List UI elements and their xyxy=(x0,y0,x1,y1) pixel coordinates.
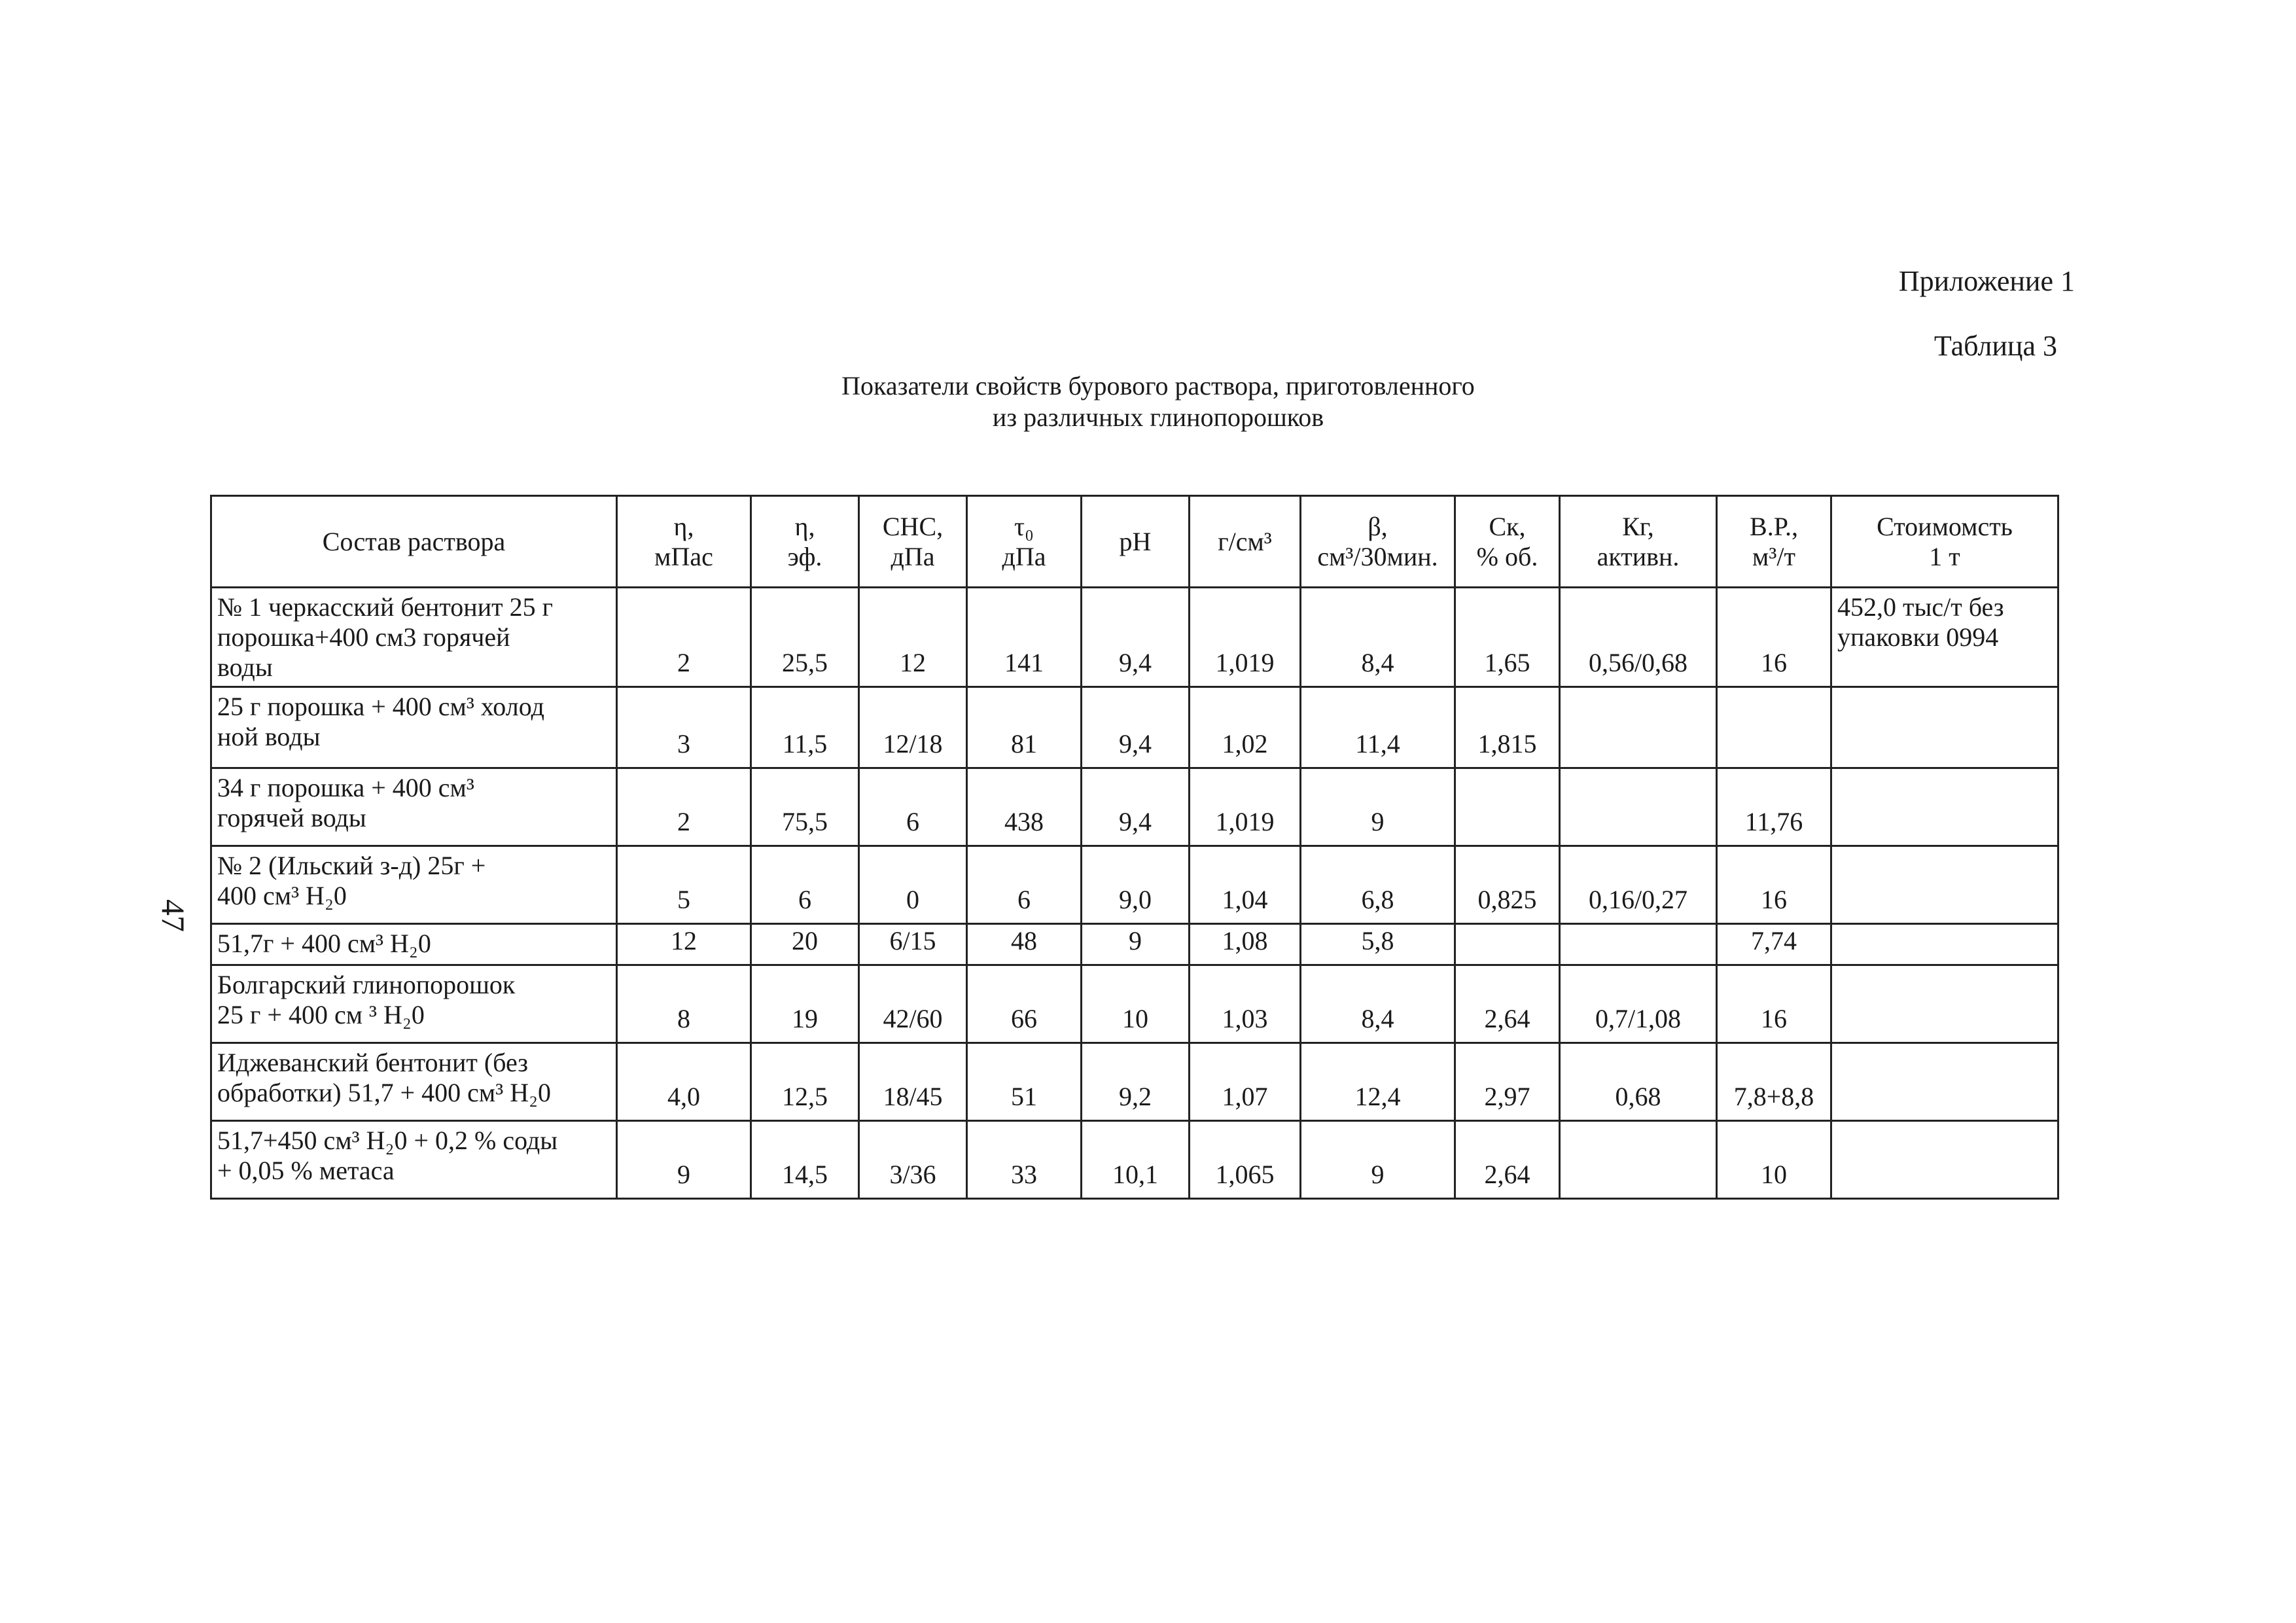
column-header xyxy=(211,496,617,588)
column-header xyxy=(1082,496,1190,588)
value-cell: 1,03 xyxy=(1190,965,1301,1043)
value-cell: 66 xyxy=(967,965,1082,1043)
value-cell: 10 xyxy=(1082,965,1190,1043)
value-cell: 12/18 xyxy=(859,687,967,768)
composition-cell xyxy=(211,1043,617,1120)
value-cell: 81 xyxy=(967,687,1082,768)
column-header-line: Ск, xyxy=(1489,511,1526,541)
table-number: Таблица 3 xyxy=(1934,330,2057,362)
column-header-line: η, xyxy=(673,511,694,541)
cost-cell xyxy=(1831,588,2058,687)
value-cell: 5 xyxy=(617,846,751,923)
value-cell: 0,16/0,27 xyxy=(1560,846,1717,923)
value-cell: 51 xyxy=(967,1043,1082,1120)
cost-cell xyxy=(1831,923,2058,965)
column-header-line: Состав раствора xyxy=(322,526,506,556)
title-line-2: из различных глинопорошков xyxy=(992,402,1324,432)
appendix-label: Приложение 1 xyxy=(1898,265,2075,297)
table-header xyxy=(211,496,2058,588)
value-cell: 2,64 xyxy=(1455,1120,1560,1198)
composition-cell xyxy=(211,687,617,768)
composition-line: 51,7+450 см³ H₂0 + 0,2 % соды xyxy=(217,1125,558,1155)
column-header-line: дПа xyxy=(891,541,935,571)
table-row xyxy=(211,1043,2058,1120)
value-cell: 6,8 xyxy=(1301,846,1455,923)
cost-line: 452,0 тыс/т без xyxy=(1837,592,2004,622)
value-cell: 9 xyxy=(1301,768,1455,846)
value-cell: 438 xyxy=(967,768,1082,846)
value-cell: 3 xyxy=(617,687,751,768)
value-cell: 8,4 xyxy=(1301,965,1455,1043)
value-cell: 9,0 xyxy=(1082,846,1190,923)
column-header xyxy=(1831,496,2058,588)
value-cell: 8,4 xyxy=(1301,588,1455,687)
header-row xyxy=(211,496,2058,588)
value-cell: 9,4 xyxy=(1082,687,1190,768)
value-cell: 7,8+8,8 xyxy=(1717,1043,1831,1120)
column-header xyxy=(751,496,859,588)
value-cell: 2 xyxy=(617,588,751,687)
value-cell: 141 xyxy=(967,588,1082,687)
value-cell: 16 xyxy=(1717,588,1831,687)
cost-line: упаковки 0994 xyxy=(1837,622,1999,652)
value-cell xyxy=(1455,768,1560,846)
column-header-line: эф. xyxy=(787,541,822,571)
value-cell: 33 xyxy=(967,1120,1082,1198)
value-cell: 9 xyxy=(1082,923,1190,965)
composition-line: 400 см³ H₂0 xyxy=(217,880,347,910)
value-cell: 6/15 xyxy=(859,923,967,965)
column-header xyxy=(1717,496,1831,588)
cost-cell xyxy=(1831,687,2058,768)
value-cell: 4,0 xyxy=(617,1043,751,1120)
value-cell: 1,065 xyxy=(1190,1120,1301,1198)
value-cell: 1,08 xyxy=(1190,923,1301,965)
column-header xyxy=(859,496,967,588)
value-cell: 9 xyxy=(617,1120,751,1198)
column-header xyxy=(1560,496,1717,588)
value-cell: 11,76 xyxy=(1717,768,1831,846)
composition-line: воды xyxy=(217,652,273,682)
composition-cell xyxy=(211,588,617,687)
table-row xyxy=(211,1120,2058,1198)
value-cell: 6 xyxy=(751,846,859,923)
cost-cell xyxy=(1831,965,2058,1043)
value-cell: 11,5 xyxy=(751,687,859,768)
value-cell: 0,825 xyxy=(1455,846,1560,923)
column-header xyxy=(1301,496,1455,588)
cost-cell xyxy=(1831,846,2058,923)
composition-cell xyxy=(211,965,617,1043)
column-header-line: η, xyxy=(794,511,815,541)
composition-cell xyxy=(211,1120,617,1198)
column-header xyxy=(967,496,1082,588)
value-cell xyxy=(1455,923,1560,965)
table-row xyxy=(211,768,2058,846)
column-header-line: Кг, xyxy=(1622,511,1654,541)
value-cell: 9,4 xyxy=(1082,768,1190,846)
composition-line: горячей воды xyxy=(217,802,366,832)
column-header-line: см³/30мин. xyxy=(1317,541,1438,571)
column-header xyxy=(617,496,751,588)
column-header-line: % об. xyxy=(1476,541,1538,571)
value-cell: 2,97 xyxy=(1455,1043,1560,1120)
column-header-line: г/см³ xyxy=(1218,526,1272,556)
composition-cell xyxy=(211,768,617,846)
table-title xyxy=(772,370,1544,433)
column-header-line: дПа xyxy=(1002,541,1046,571)
table-row xyxy=(211,687,2058,768)
value-cell: 75,5 xyxy=(751,768,859,846)
page-number: 47 xyxy=(155,899,192,932)
value-cell: 12 xyxy=(859,588,967,687)
column-header-line: pH xyxy=(1119,526,1152,556)
value-cell: 1,019 xyxy=(1190,588,1301,687)
value-cell xyxy=(1717,687,1831,768)
value-cell: 10 xyxy=(1717,1120,1831,1198)
value-cell: 9 xyxy=(1301,1120,1455,1198)
value-cell xyxy=(1560,923,1717,965)
value-cell: 6 xyxy=(967,846,1082,923)
value-cell: 42/60 xyxy=(859,965,967,1043)
value-cell: 25,5 xyxy=(751,588,859,687)
title-line-1: Показатели свойств бурового раствора, приготовленного xyxy=(841,371,1475,401)
table-row xyxy=(211,923,2058,965)
value-cell: 5,8 xyxy=(1301,923,1455,965)
value-cell: 2 xyxy=(617,768,751,846)
value-cell: 20 xyxy=(751,923,859,965)
value-cell xyxy=(1560,687,1717,768)
composition-line: + 0,05 % метаса xyxy=(217,1155,395,1185)
value-cell: 0,56/0,68 xyxy=(1560,588,1717,687)
composition-line: ной воды xyxy=(217,722,321,752)
value-cell: 16 xyxy=(1717,965,1831,1043)
value-cell: 0,7/1,08 xyxy=(1560,965,1717,1043)
value-cell: 1,65 xyxy=(1455,588,1560,687)
value-cell: 14,5 xyxy=(751,1120,859,1198)
value-cell: 12 xyxy=(617,923,751,965)
cost-cell xyxy=(1831,1043,2058,1120)
composition-line: Болгарский глинопорошок xyxy=(217,969,516,999)
value-cell: 1,815 xyxy=(1455,687,1560,768)
value-cell: 0,68 xyxy=(1560,1043,1717,1120)
column-header xyxy=(1455,496,1560,588)
value-cell: 12,5 xyxy=(751,1043,859,1120)
composition-line: 34 г порошка + 400 см³ xyxy=(217,772,474,802)
composition-cell xyxy=(211,846,617,923)
column-header-line: мПас xyxy=(654,541,713,571)
value-cell: 1,07 xyxy=(1190,1043,1301,1120)
table-row xyxy=(211,588,2058,687)
composition-line: обработки) 51,7 + 400 см³ H₂0 xyxy=(217,1077,552,1107)
table-row xyxy=(211,846,2058,923)
composition-line: Иджеванский бентонит (без xyxy=(217,1047,529,1077)
column-header-line: 1 т xyxy=(1929,541,1960,571)
column-header-line: Стоимомсть xyxy=(1877,511,2013,541)
column-header-line: β, xyxy=(1368,511,1388,541)
value-cell: 9,2 xyxy=(1082,1043,1190,1120)
table-row xyxy=(211,965,2058,1043)
cost-cell xyxy=(1831,1120,2058,1198)
value-cell: 8 xyxy=(617,965,751,1043)
column-header-line: τ₀ xyxy=(1014,511,1034,541)
composition-line: № 2 (Ильский з-д) 25г + xyxy=(217,850,486,880)
value-cell: 3/36 xyxy=(859,1120,967,1198)
value-cell xyxy=(1560,768,1717,846)
value-cell: 1,019 xyxy=(1190,768,1301,846)
column-header-line: СНС, xyxy=(882,511,944,541)
value-cell: 10,1 xyxy=(1082,1120,1190,1198)
composition-line: порошка+400 см3 горячей xyxy=(217,622,510,652)
value-cell xyxy=(1560,1120,1717,1198)
value-cell: 0 xyxy=(859,846,967,923)
value-cell: 12,4 xyxy=(1301,1043,1455,1120)
column-header-line: активн. xyxy=(1597,541,1680,571)
properties-table xyxy=(210,495,2059,1200)
value-cell: 18/45 xyxy=(859,1043,967,1120)
value-cell: 1,04 xyxy=(1190,846,1301,923)
composition-line: 25 г + 400 см ³ H₂0 xyxy=(217,999,425,1029)
value-cell: 16 xyxy=(1717,846,1831,923)
value-cell: 6 xyxy=(859,768,967,846)
column-header-line: м³/т xyxy=(1752,541,1795,571)
column-header xyxy=(1190,496,1301,588)
value-cell: 19 xyxy=(751,965,859,1043)
composition-line: 25 г порошка + 400 см³ холод xyxy=(217,692,544,722)
value-cell: 1,02 xyxy=(1190,687,1301,768)
table-body xyxy=(211,588,2058,1199)
value-cell: 11,4 xyxy=(1301,687,1455,768)
value-cell: 2,64 xyxy=(1455,965,1560,1043)
cost-cell xyxy=(1831,768,2058,846)
value-cell: 48 xyxy=(967,923,1082,965)
composition-line: 51,7г + 400 см³ H₂0 xyxy=(217,928,431,958)
column-header-line: В.Р., xyxy=(1750,511,1798,541)
composition-line: № 1 черкасский бентонит 25 г xyxy=(217,592,554,622)
composition-cell xyxy=(211,923,617,965)
value-cell: 7,74 xyxy=(1717,923,1831,965)
value-cell: 9,4 xyxy=(1082,588,1190,687)
